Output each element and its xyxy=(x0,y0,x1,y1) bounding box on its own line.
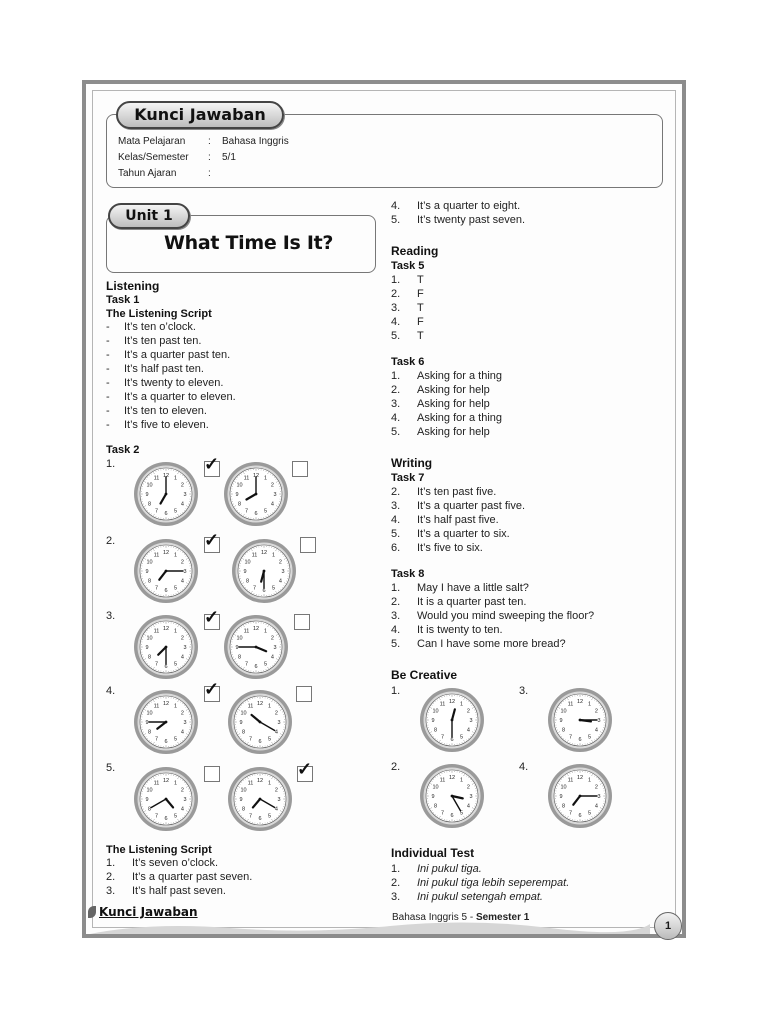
svg-text:11: 11 xyxy=(247,780,254,787)
svg-text:2: 2 xyxy=(274,710,278,717)
svg-text:5: 5 xyxy=(587,810,592,817)
task8-label: Task 8 xyxy=(391,568,425,580)
svg-text:7: 7 xyxy=(244,508,249,515)
clock-icon xyxy=(132,613,200,681)
footer-book-title: Bahasa Inggris 5 - Semester 1 xyxy=(392,912,530,923)
list-item: 2. Asking for help xyxy=(391,384,490,396)
script2-list xyxy=(106,856,252,898)
svg-text:11: 11 xyxy=(251,552,258,559)
svg-text:1: 1 xyxy=(263,475,268,482)
list-item: 1. Ini pukul tiga. xyxy=(391,863,482,875)
svg-text:11: 11 xyxy=(243,628,250,635)
clock-icon xyxy=(222,460,290,528)
script2-label: The Listening Script xyxy=(106,844,212,856)
svg-text:11: 11 xyxy=(243,475,250,482)
task2-num: 4. xyxy=(106,685,116,697)
listening-heading: Listening xyxy=(106,279,160,293)
svg-text:3: 3 xyxy=(469,794,473,800)
answer-checkbox[interactable] xyxy=(297,759,313,782)
svg-text:12: 12 xyxy=(162,626,170,632)
svg-text:5: 5 xyxy=(459,810,464,817)
svg-text:3: 3 xyxy=(183,797,187,803)
svg-text:2: 2 xyxy=(180,635,184,642)
answer-checkbox[interactable] xyxy=(300,537,316,553)
clock-icon xyxy=(418,762,486,830)
svg-text:3: 3 xyxy=(277,797,281,803)
kunci-jawaban-badge: Kunci Jawaban xyxy=(116,101,284,129)
svg-text:2: 2 xyxy=(594,784,598,791)
svg-text:10: 10 xyxy=(244,559,251,566)
svg-text:3: 3 xyxy=(597,794,601,800)
leaf-icon xyxy=(88,906,96,918)
svg-text:12: 12 xyxy=(448,699,456,705)
info-row-class xyxy=(118,152,236,163)
individual-list xyxy=(391,862,569,904)
task5-label: Task 5 xyxy=(391,260,425,272)
svg-text:6: 6 xyxy=(258,739,262,745)
svg-text:12: 12 xyxy=(162,473,170,479)
task2-num: 5. xyxy=(106,762,116,774)
answer-checkbox[interactable] xyxy=(292,461,308,477)
footer-brand: Kunci Jawaban xyxy=(88,905,198,919)
svg-text:11: 11 xyxy=(153,552,160,559)
answer-checkbox[interactable] xyxy=(204,607,220,630)
list-item: 2. Ini pukul tiga lebih seperempat. xyxy=(391,877,570,889)
svg-text:9: 9 xyxy=(431,718,435,724)
answer-checkbox[interactable] xyxy=(296,686,312,702)
svg-text:1: 1 xyxy=(459,701,464,708)
task7-list xyxy=(391,485,525,555)
list-item: - It’s half past ten. xyxy=(106,363,204,375)
svg-text:1: 1 xyxy=(267,703,272,710)
svg-text:6: 6 xyxy=(164,664,168,670)
svg-text:1: 1 xyxy=(587,701,592,708)
svg-text:3: 3 xyxy=(277,720,281,726)
svg-text:7: 7 xyxy=(154,661,159,668)
list-item: 3. It’s half past seven. xyxy=(106,885,226,897)
list-item: 4. It’s half past five. xyxy=(391,514,499,526)
task6-list xyxy=(391,369,502,439)
svg-text:8: 8 xyxy=(562,803,566,810)
list-item: 3. It’s a quarter past five. xyxy=(391,500,526,512)
svg-text:11: 11 xyxy=(567,777,574,784)
info-row-year xyxy=(118,168,222,179)
svg-text:10: 10 xyxy=(146,635,153,642)
svg-text:9: 9 xyxy=(559,794,563,800)
svg-text:5: 5 xyxy=(263,508,268,515)
clock-icon xyxy=(546,686,614,754)
task1-label: Task 1 xyxy=(106,294,140,306)
svg-text:5: 5 xyxy=(263,661,268,668)
svg-text:9: 9 xyxy=(145,492,149,498)
task2-label: Task 2 xyxy=(106,444,140,456)
info-label: Mata Pelajaran xyxy=(118,136,186,147)
svg-text:7: 7 xyxy=(154,736,159,743)
creative-num: 2. xyxy=(391,761,401,773)
svg-text:3: 3 xyxy=(183,645,187,651)
svg-text:10: 10 xyxy=(236,635,243,642)
svg-text:1: 1 xyxy=(263,628,268,635)
svg-text:8: 8 xyxy=(434,803,438,810)
svg-text:12: 12 xyxy=(252,473,260,479)
svg-text:2: 2 xyxy=(466,708,470,715)
clock-icon xyxy=(132,765,200,833)
svg-text:7: 7 xyxy=(244,661,249,668)
check-mark-icon: ✓ xyxy=(204,607,220,627)
svg-text:5: 5 xyxy=(173,508,178,515)
list-item: 1. May I have a little salt? xyxy=(391,582,529,594)
list-item: 1. It’s seven o’clock. xyxy=(106,857,219,869)
check-mark-icon: ✓ xyxy=(204,679,220,699)
svg-text:1: 1 xyxy=(173,628,178,635)
svg-text:8: 8 xyxy=(238,501,242,508)
svg-text:10: 10 xyxy=(146,787,153,794)
svg-text:6: 6 xyxy=(164,511,168,517)
unit-title: What Time Is It? xyxy=(164,232,334,254)
svg-text:12: 12 xyxy=(448,775,456,781)
svg-text:9: 9 xyxy=(145,797,149,803)
list-item: 4. Asking for a thing xyxy=(391,412,502,424)
svg-text:2: 2 xyxy=(180,787,184,794)
answer-checkbox[interactable] xyxy=(204,679,220,702)
svg-text:6: 6 xyxy=(164,739,168,745)
task2-num: 1. xyxy=(106,458,116,470)
svg-text:5: 5 xyxy=(173,736,178,743)
info-value: 5/1 xyxy=(222,152,236,163)
clock-icon xyxy=(418,686,486,754)
svg-text:8: 8 xyxy=(148,501,152,508)
svg-text:6: 6 xyxy=(450,737,454,743)
list-item: 2. It is a quarter past ten. xyxy=(391,596,527,608)
list-item: - It’s twenty to eleven. xyxy=(106,377,224,389)
svg-text:4: 4 xyxy=(180,654,184,661)
svg-text:2: 2 xyxy=(270,482,274,489)
svg-text:8: 8 xyxy=(238,654,242,661)
reading-heading: Reading xyxy=(391,244,439,258)
list-item: 1. Asking for a thing xyxy=(391,370,502,382)
list-item: 5. It’s a quarter to six. xyxy=(391,528,510,540)
info-label: Tahun Ajaran xyxy=(118,168,177,179)
svg-text:2: 2 xyxy=(274,787,278,794)
list-item: 4. It is twenty to ten. xyxy=(391,624,503,636)
svg-text:7: 7 xyxy=(154,813,159,820)
svg-text:9: 9 xyxy=(239,720,243,726)
answer-checkbox[interactable] xyxy=(204,454,220,477)
script-list xyxy=(106,320,236,432)
check-mark-icon: ✓ xyxy=(204,530,220,550)
svg-text:3: 3 xyxy=(597,718,601,724)
creative-num: 3. xyxy=(519,685,529,697)
clock-icon xyxy=(226,765,294,833)
svg-text:2: 2 xyxy=(466,784,470,791)
clock-icon xyxy=(222,613,290,681)
svg-text:10: 10 xyxy=(146,559,153,566)
list-item: 5. Can I have some more bread? xyxy=(391,638,566,650)
be-creative-heading: Be Creative xyxy=(391,668,458,682)
task2-num: 2. xyxy=(106,535,116,547)
svg-text:2: 2 xyxy=(278,559,282,566)
svg-text:1: 1 xyxy=(173,780,178,787)
svg-text:6: 6 xyxy=(164,816,168,822)
svg-text:12: 12 xyxy=(576,775,584,781)
list-item: 2. It’s a quarter past seven. xyxy=(106,871,253,883)
svg-text:6: 6 xyxy=(254,664,258,670)
svg-text:1: 1 xyxy=(271,552,276,559)
svg-text:8: 8 xyxy=(148,806,152,813)
svg-text:2: 2 xyxy=(180,559,184,566)
svg-text:1: 1 xyxy=(173,552,178,559)
svg-text:3: 3 xyxy=(469,718,473,724)
task7-label: Task 7 xyxy=(391,472,425,484)
svg-text:5: 5 xyxy=(173,813,178,820)
svg-text:7: 7 xyxy=(248,736,253,743)
svg-text:6: 6 xyxy=(258,816,262,822)
svg-text:12: 12 xyxy=(162,550,170,556)
list-item: 5. Asking for help xyxy=(391,426,490,438)
svg-text:1: 1 xyxy=(587,777,592,784)
svg-text:7: 7 xyxy=(568,734,573,741)
svg-text:6: 6 xyxy=(578,737,582,743)
list-item: 3. Would you mind sweeping the floor? xyxy=(391,610,595,622)
svg-text:8: 8 xyxy=(148,578,152,585)
svg-text:9: 9 xyxy=(235,492,239,498)
svg-text:4: 4 xyxy=(270,501,274,508)
list-item: 3. T xyxy=(391,302,424,314)
list-item: 5. T xyxy=(391,330,424,342)
svg-text:2: 2 xyxy=(180,710,184,717)
svg-text:11: 11 xyxy=(153,475,160,482)
svg-text:9: 9 xyxy=(239,797,243,803)
svg-text:4: 4 xyxy=(278,578,282,585)
svg-text:8: 8 xyxy=(242,729,246,736)
list-item: 2. It’s ten past five. xyxy=(391,486,497,498)
svg-text:4: 4 xyxy=(180,501,184,508)
svg-text:10: 10 xyxy=(236,482,243,489)
svg-text:7: 7 xyxy=(568,810,573,817)
task6-label: Task 6 xyxy=(391,356,425,368)
answer-checkbox[interactable] xyxy=(204,530,220,553)
svg-text:6: 6 xyxy=(262,588,266,594)
svg-text:3: 3 xyxy=(273,645,277,651)
svg-text:12: 12 xyxy=(162,778,170,784)
svg-text:11: 11 xyxy=(153,703,160,710)
svg-text:12: 12 xyxy=(256,701,264,707)
svg-text:10: 10 xyxy=(240,787,247,794)
list-item: - It’s a quarter past ten. xyxy=(106,349,231,361)
grass-decoration xyxy=(90,920,650,934)
svg-text:3: 3 xyxy=(183,492,187,498)
info-sep: : xyxy=(208,168,211,179)
svg-text:7: 7 xyxy=(154,508,159,515)
svg-text:3: 3 xyxy=(273,492,277,498)
creative-num: 1. xyxy=(391,685,401,697)
individual-test-heading: Individual Test xyxy=(391,846,475,860)
list-item: 5. It’s twenty past seven. xyxy=(391,214,526,226)
list-item: 3. Ini pukul setengah empat. xyxy=(391,891,543,903)
info-sep: : xyxy=(208,136,211,147)
svg-text:11: 11 xyxy=(153,780,160,787)
list-item: 4. It’s a quarter to eight. xyxy=(391,200,521,212)
svg-text:12: 12 xyxy=(256,778,264,784)
answer-checkbox[interactable] xyxy=(204,766,220,782)
list-item: 2. F xyxy=(391,288,424,300)
svg-text:5: 5 xyxy=(267,736,272,743)
svg-text:10: 10 xyxy=(432,784,439,791)
clock-icon xyxy=(132,537,200,605)
svg-text:2: 2 xyxy=(180,482,184,489)
svg-text:1: 1 xyxy=(173,703,178,710)
script2-continued xyxy=(391,199,525,227)
svg-text:11: 11 xyxy=(247,703,254,710)
list-item: 3. Asking for help xyxy=(391,398,490,410)
svg-text:10: 10 xyxy=(560,708,567,715)
svg-text:4: 4 xyxy=(466,727,470,734)
svg-text:6: 6 xyxy=(450,813,454,819)
svg-text:10: 10 xyxy=(146,482,153,489)
svg-text:11: 11 xyxy=(439,701,446,708)
creative-num: 4. xyxy=(519,761,529,773)
svg-text:7: 7 xyxy=(252,585,257,592)
svg-text:7: 7 xyxy=(154,585,159,592)
svg-text:8: 8 xyxy=(246,578,250,585)
svg-text:6: 6 xyxy=(164,588,168,594)
svg-text:8: 8 xyxy=(148,654,152,661)
svg-text:5: 5 xyxy=(173,661,178,668)
svg-text:4: 4 xyxy=(274,729,278,736)
list-item: - It’s ten to eleven. xyxy=(106,405,207,417)
svg-text:4: 4 xyxy=(180,578,184,585)
svg-text:11: 11 xyxy=(439,777,446,784)
svg-text:4: 4 xyxy=(180,806,184,813)
script-label: The Listening Script xyxy=(106,308,212,320)
clock-icon xyxy=(226,688,294,756)
svg-text:5: 5 xyxy=(459,734,464,741)
info-label: Kelas/Semester xyxy=(118,152,189,163)
svg-text:12: 12 xyxy=(260,550,268,556)
info-value: Bahasa Inggris xyxy=(222,136,289,147)
svg-text:4: 4 xyxy=(466,803,470,810)
list-item: - It’s ten past ten. xyxy=(106,335,202,347)
svg-text:5: 5 xyxy=(587,734,592,741)
svg-text:8: 8 xyxy=(242,806,246,813)
svg-text:4: 4 xyxy=(270,654,274,661)
clock-icon xyxy=(132,688,200,756)
svg-text:7: 7 xyxy=(440,734,445,741)
svg-text:5: 5 xyxy=(271,585,276,592)
svg-text:12: 12 xyxy=(576,699,584,705)
svg-text:9: 9 xyxy=(431,794,435,800)
svg-text:10: 10 xyxy=(146,710,153,717)
svg-text:10: 10 xyxy=(560,784,567,791)
check-mark-icon: ✓ xyxy=(204,454,220,474)
svg-text:4: 4 xyxy=(180,729,184,736)
svg-text:8: 8 xyxy=(562,727,566,734)
svg-text:5: 5 xyxy=(267,813,272,820)
list-item: 6. It’s five to six. xyxy=(391,542,483,554)
svg-text:1: 1 xyxy=(459,777,464,784)
svg-text:2: 2 xyxy=(594,708,598,715)
svg-text:12: 12 xyxy=(252,626,260,632)
svg-text:3: 3 xyxy=(183,569,187,575)
writing-heading: Writing xyxy=(391,456,433,470)
clock-icon xyxy=(546,762,614,830)
svg-text:4: 4 xyxy=(274,806,278,813)
svg-text:3: 3 xyxy=(183,720,187,726)
svg-text:8: 8 xyxy=(434,727,438,734)
svg-text:7: 7 xyxy=(440,810,445,817)
svg-text:11: 11 xyxy=(567,701,574,708)
list-item: - It’s a quarter to eleven. xyxy=(106,391,236,403)
svg-text:10: 10 xyxy=(432,708,439,715)
list-item: - It’s five to eleven. xyxy=(106,419,209,431)
svg-text:9: 9 xyxy=(145,645,149,651)
svg-text:9: 9 xyxy=(559,718,563,724)
svg-text:5: 5 xyxy=(173,585,178,592)
list-item: 4. F xyxy=(391,316,424,328)
unit-badge: Unit 1 xyxy=(108,203,190,229)
svg-text:9: 9 xyxy=(235,645,239,651)
svg-text:3: 3 xyxy=(281,569,285,575)
svg-text:7: 7 xyxy=(248,813,253,820)
task2-num: 3. xyxy=(106,610,116,622)
svg-text:1: 1 xyxy=(267,780,272,787)
info-row-subject xyxy=(118,136,289,147)
clock-icon xyxy=(132,460,200,528)
task5-list xyxy=(391,273,424,343)
list-item: 1. T xyxy=(391,274,424,286)
svg-text:9: 9 xyxy=(243,569,247,575)
svg-text:1: 1 xyxy=(173,475,178,482)
svg-text:4: 4 xyxy=(594,727,598,734)
page-number: 1 xyxy=(654,912,682,940)
svg-text:9: 9 xyxy=(145,720,149,726)
svg-text:12: 12 xyxy=(162,701,170,707)
list-item: - It’s ten o’clock. xyxy=(106,321,196,333)
svg-text:8: 8 xyxy=(148,729,152,736)
svg-text:2: 2 xyxy=(270,635,274,642)
svg-text:6: 6 xyxy=(578,813,582,819)
clock-icon xyxy=(230,537,298,605)
svg-text:10: 10 xyxy=(240,710,247,717)
answer-checkbox[interactable] xyxy=(294,614,310,630)
svg-text:11: 11 xyxy=(153,628,160,635)
check-mark-icon: ✓ xyxy=(297,759,313,779)
svg-text:9: 9 xyxy=(145,569,149,575)
svg-text:4: 4 xyxy=(594,803,598,810)
info-sep: : xyxy=(208,152,211,163)
task8-list xyxy=(391,581,594,651)
svg-text:6: 6 xyxy=(254,511,258,517)
